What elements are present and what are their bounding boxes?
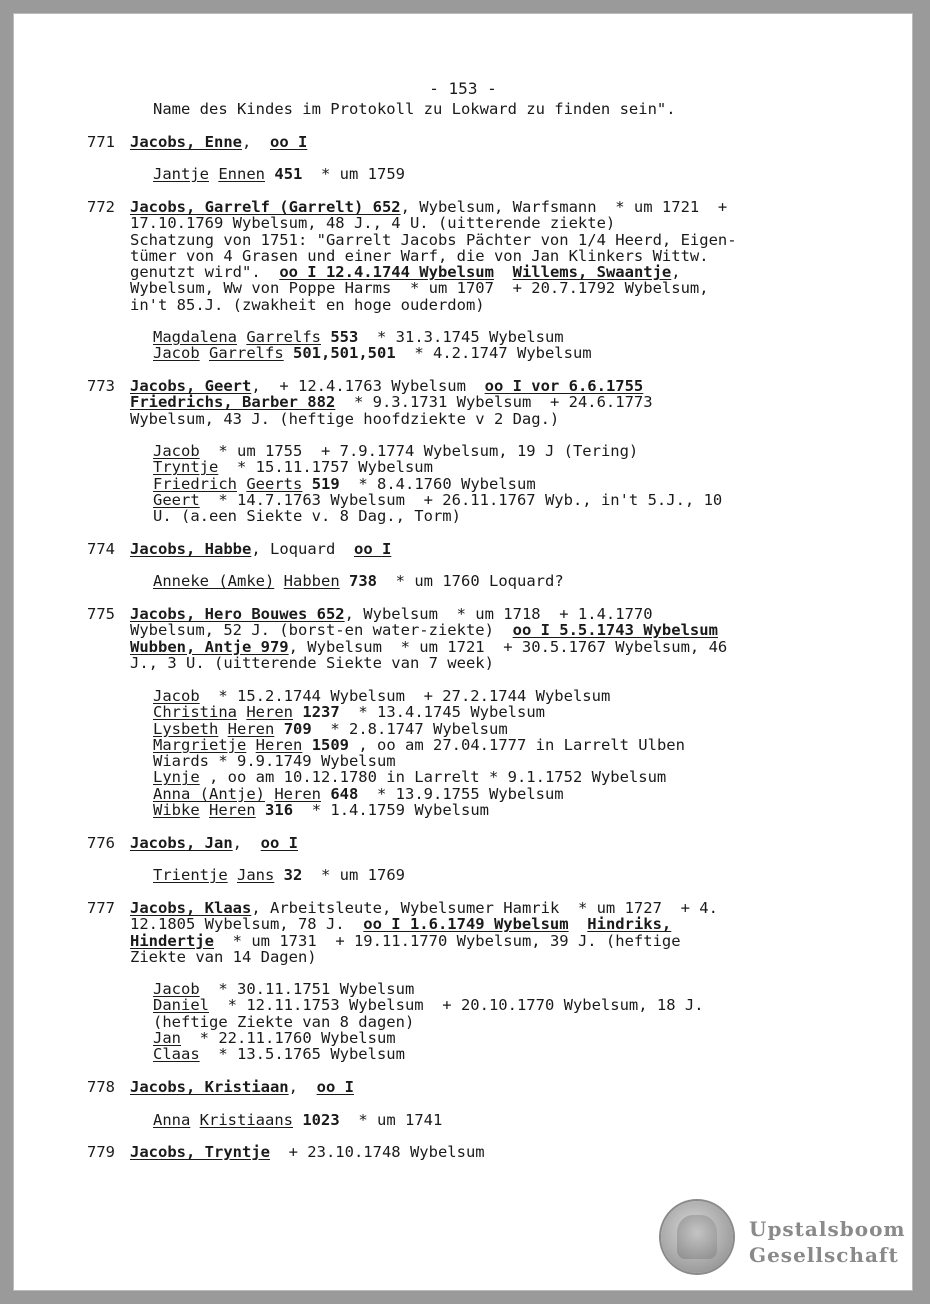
intro-line: Name des Kindes im Protokoll zu Lokward zu finden sein".	[153, 100, 676, 118]
entry-number: 779	[87, 1143, 115, 1161]
entry-776: Jacobs, Jan, oo I	[130, 834, 298, 852]
entry-number: 775	[87, 605, 115, 623]
entry-777: Jacobs, Klaas, Arbeitsleute, Wybelsumer Hamrik * um 1727 + 4. 12.1805 Wybelsum, 78 J. oo I 1.6.1749 Wybelsum Hindriks, Hindertje * um 1731 + 19.11.1770 Wybelsum, 39 J. (heftige Ziekte van 14 Dagen)	[130, 899, 718, 966]
entry-771: Jacobs, Enne, oo I	[130, 133, 308, 151]
child-line: Jantje Ennen 451 * um 1759	[153, 165, 406, 183]
children-777: Jacob * 30.11.1751 Wybelsum Daniel * 12.11.1753 Wybelsum + 20.10.1770 Wybelsum, 18 J. (heftige Ziekte van 8 dagen) Jan * 22.11.1760 Wybelsum Claas * 13.5.1765 Wybelsum	[153, 980, 704, 1064]
entry-774: Jacobs, Habbe, Loquard oo I	[130, 540, 392, 558]
brand-logo: Upstalsboom Gesellschaft	[749, 1217, 906, 1267]
entry-number: 778	[87, 1078, 115, 1096]
entry-number: 773	[87, 377, 115, 395]
entry-772: Jacobs, Garrelf (Garrelt) 652, Wybelsum, Warfsmann * um 1721 + 17.10.1769 Wybelsum, 48 J., 4 U. (uitterende ziekte) Schatzung von 1751: "Garrelt Jacobs Pächter von 1/4 Heerd, Eigen- tümer von 4 Grasen und einer Warf, die von Jan Klinkers Wittw. genutzt wird". oo I 12.4.1744 Wybelsum Willems, Swaantje, Wybelsum, Ww von Poppe Harms * um 1707 + 20.7.1792 Wybelsum, in't 85.J. (zwakheit en hoge ouderdom)	[130, 198, 737, 314]
entry-number: 774	[87, 540, 115, 558]
entry-number: 771	[87, 133, 115, 151]
children-772: Magdalena Garrelfs 553 * 31.3.1745 Wybelsum Jacob Garrelfs 501,501,501 * 4.2.1747 Wybelsum	[153, 328, 592, 363]
entry-number: 776	[87, 834, 115, 852]
children-778: Anna Kristiaans 1023 * um 1741	[153, 1111, 443, 1129]
entry-number: 777	[87, 899, 115, 917]
entry-779: Jacobs, Tryntje + 23.10.1748 Wybelsum	[130, 1143, 485, 1161]
entry-773: Jacobs, Geert, + 12.4.1763 Wybelsum oo I vor 6.6.1755 Friedrichs, Barber 882 * 9.3.1731 Wybelsum + 24.6.1773 Wybelsum, 43 J. (heftige hoofdziekte v 2 Dag.)	[130, 377, 653, 428]
children-775: Jacob * 15.2.1744 Wybelsum + 27.2.1744 Wybelsum Christina Heren 1237 * 13.4.1745 Wybelsum Lysbeth Heren 709 * 2.8.1747 Wybelsum Margrietje Heren 1509 , oo am 27.04.1777 in Larrelt Ulben Wiards * 9.9.1749 Wybelsum Lynje , oo am 10.12.1780 in Larrelt * 9.1.1752 Wybelsum Anna (Antje) Heren 648 * 13.9.1755 Wybelsum Wibke Heren 316 * 1.4.1759 Wybelsum	[153, 687, 685, 820]
entry-778: Jacobs, Kristiaan, oo I	[130, 1078, 354, 1096]
entry-number: 772	[87, 198, 115, 216]
page-number: - 153 -	[429, 79, 497, 98]
entry-775: Jacobs, Hero Bouwes 652, Wybelsum * um 1718 + 1.4.1770 Wybelsum, 52 J. (borst-en water-ziekte) oo I 5.5.1743 Wybelsum Wubben, Antje 979, Wybelsum * um 1721 + 30.5.1767 Wybelsum, 46 J., 3 U. (uitterende Siekte van 7 week)	[130, 605, 728, 672]
document-page	[13, 13, 913, 1291]
children-774: Anneke (Amke) Habben 738 * um 1760 Loquard?	[153, 572, 564, 590]
children-776: Trientje Jans 32 * um 1769	[153, 866, 405, 884]
society-seal-icon	[661, 1201, 733, 1273]
children-773: Jacob * um 1755 + 7.9.1774 Wybelsum, 19 J (Tering) Tryntje * 15.11.1757 Wybelsum Friedrich Geerts 519 * 8.4.1760 Wybelsum Geert * 14.7.1763 Wybelsum + 26.11.1767 Wyb., in't 5.J., 10 U. (a.een Siekte v. 8 Dag., Torm)	[153, 442, 723, 526]
